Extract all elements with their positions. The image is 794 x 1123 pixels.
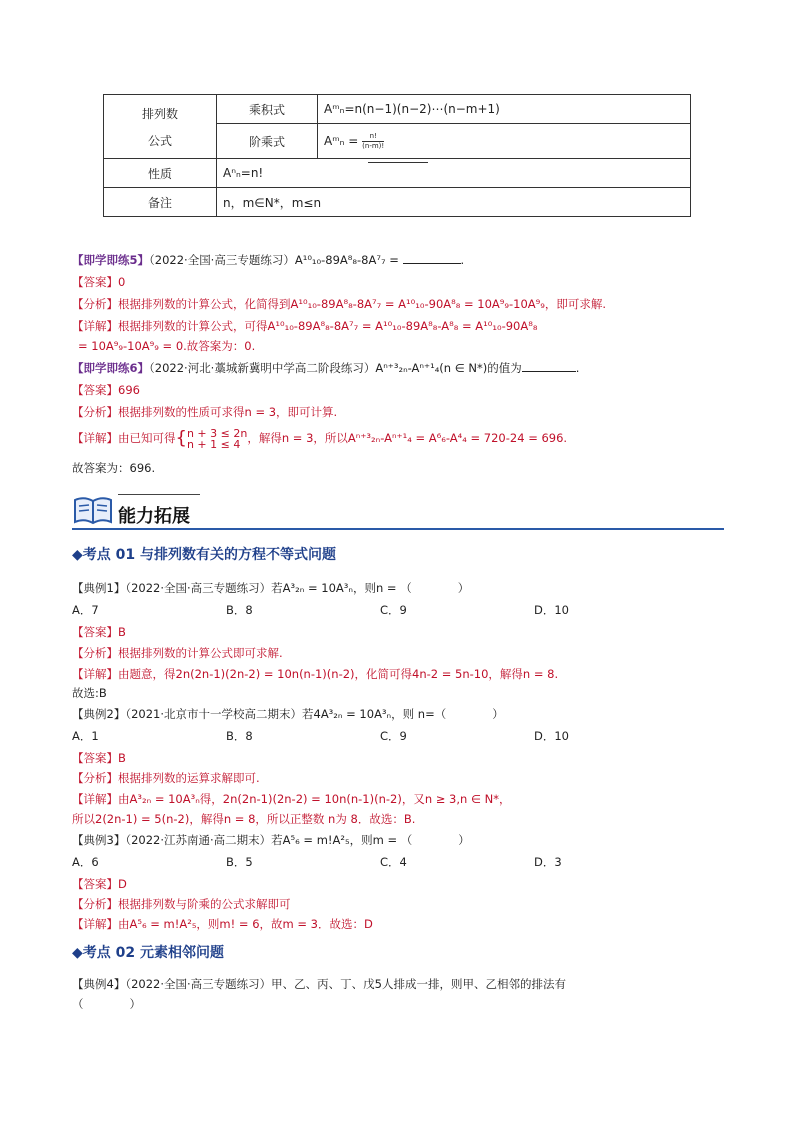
final-answer: 故答案为：696.	[72, 461, 156, 475]
ex6-tag: 【即学即练6】	[72, 361, 150, 375]
topic-01-title: ◆考点 01 与排列数有关的方程不等式问题	[72, 547, 336, 563]
ex5-analysis	[72, 296, 606, 312]
d4-stem	[72, 976, 566, 992]
cell-property: 性质	[104, 159, 217, 188]
cell-factorial-formula	[318, 124, 691, 159]
d2-detail2	[72, 811, 415, 827]
cell-factorial: 阶乘式	[217, 124, 318, 159]
detail-text: = 10A⁹₉-10A⁹₉ = 0.故答案为：0.	[78, 339, 256, 353]
cell-label: 排列数	[141, 106, 178, 121]
ex5-detail	[72, 318, 537, 334]
ex5-answer	[72, 274, 125, 290]
d3-analysis	[72, 896, 291, 912]
numerator: n!	[362, 132, 384, 142]
answer-value: 0	[118, 275, 126, 289]
analysis-tag: 【分析】	[72, 771, 118, 785]
d3-stem	[72, 832, 470, 848]
analysis-text: 根据排列数的性质可求得n = 3，即可计算.	[118, 405, 338, 419]
ex5-question	[72, 252, 464, 268]
example-tag: 【典例4】	[72, 977, 126, 991]
ex6-analysis	[72, 404, 337, 420]
ex5-detail2	[78, 338, 255, 354]
answer-tag: 【答案】	[72, 275, 118, 289]
option-a: A．6	[72, 855, 99, 869]
detail-text: 所以2(2n-1) = 5(n-2)，解得n = 8，所以正整数 n为 8．故选：B.	[72, 812, 416, 826]
example-stem: （2021·北京市十一学校高二期末）若4A³₂ₙ = 10A³ₙ，则 n=（ ）	[125, 707, 504, 721]
option-b: B．8	[226, 603, 253, 617]
option-c: C．9	[380, 729, 407, 743]
ex5-source: （2022·全国·高三专题练习）	[149, 253, 295, 267]
d1-analysis	[72, 645, 283, 661]
answer-value: B	[118, 751, 126, 765]
inequality-2: n + 1 ≤ 4	[186, 437, 241, 451]
cell-product: 乘积式	[217, 95, 318, 124]
section-title: 能力拓展	[118, 506, 190, 527]
topic-02-title: ◆考点 02 元素相邻问题	[72, 945, 224, 961]
answer-value: D	[118, 877, 127, 891]
detail-text: 由A⁵₆ = m!A²₅，则m! = 6，故m = 3．故选：D	[118, 917, 373, 931]
brace-icon: {	[175, 427, 187, 449]
analysis-text: 根据排列数的运算求解即可.	[118, 771, 260, 785]
example-stem: （2022·全国·高三专题练习）甲、乙、丙、丁、戊5人排成一排，则甲、乙相邻的排法有	[125, 977, 566, 991]
ex6-expr: Aⁿ⁺³₂ₙ-Aⁿ⁺¹₄(n ∈ N*)的值为	[375, 361, 522, 375]
detail-text: 根据排列数的计算公式，可得A¹⁰₁₀-89A⁸₈-8A⁷₇ = A¹⁰₁₀-89A⁸₈-A⁸₈ = A¹⁰₁₀-90A⁸₈	[118, 319, 538, 333]
final-answer: 故选:B	[72, 686, 107, 700]
analysis-text: 根据排列数与阶乘的公式求解即可	[118, 897, 291, 911]
detail-tag: 【详解】	[72, 792, 118, 806]
d3-detail	[72, 916, 373, 932]
d1-stem	[72, 580, 469, 596]
cell-label: 公式	[147, 133, 172, 148]
d1-final	[72, 685, 107, 701]
section-rule	[72, 528, 724, 530]
inequality-1: n + 3 ≤ 2n	[186, 426, 248, 440]
analysis-text: 根据排列数的计算公式，化简得到A¹⁰₁₀-89A⁸₈-8A⁷₇ = A¹⁰₁₀-90A⁸₈ = 10A⁹₉-10A⁹₉，即可求解.	[118, 297, 607, 311]
option-c: C．4	[380, 855, 407, 869]
formula-lhs: Aᵐₙ =	[324, 133, 359, 148]
ex5-end: .	[460, 253, 465, 267]
ex5-tag: 【即学即练5】	[72, 253, 150, 267]
answer-blank	[403, 253, 461, 264]
example-stem: （ ）	[72, 997, 141, 1011]
ex6-detail	[72, 424, 567, 452]
detail-tag: 【详解】	[72, 917, 118, 931]
ex6-final	[72, 460, 155, 476]
cell-note: 备注	[104, 188, 217, 217]
d3-answer	[72, 876, 127, 892]
open-book-icon	[72, 492, 114, 529]
option-d: D．10	[534, 729, 569, 743]
example-tag: 【典例1】	[72, 581, 126, 595]
analysis-tag: 【分析】	[72, 897, 118, 911]
d1-answer	[72, 624, 126, 640]
analysis-text: 根据排列数的计算公式即可求解.	[118, 646, 283, 660]
analysis-tag: 【分析】	[72, 646, 118, 660]
section-top-rule	[118, 494, 200, 495]
d2-detail	[72, 791, 511, 807]
ex6-end: .	[575, 361, 580, 375]
analysis-tag: 【分析】	[72, 297, 118, 311]
definition-table	[103, 94, 691, 217]
detail-tag: 【详解】	[72, 319, 118, 333]
d2-answer	[72, 750, 126, 766]
ex6-question	[72, 360, 579, 376]
example-stem: （2022·江苏南通·高二期末）若A⁵₆ = m!A²₅，则m = （ ）	[125, 833, 470, 847]
answer-tag: 【答案】	[72, 877, 118, 891]
ex6-source: （2022·河北·藁城新冀明中学高二阶段练习）	[149, 361, 376, 375]
option-a: A．7	[72, 603, 99, 617]
option-a: A．1	[72, 729, 99, 743]
example-tag: 【典例3】	[72, 833, 126, 847]
option-c: C．9	[380, 603, 407, 617]
d1-detail	[72, 666, 558, 682]
d4-stem2	[72, 996, 141, 1012]
cell-product-formula: Aᵐₙ=n(n−1)(n−2)⋯(n−m+1)	[318, 95, 691, 124]
ex5-expr: A¹⁰₁₀-89A⁸₈-8A⁷₇ =	[294, 253, 399, 267]
fraction	[362, 132, 384, 151]
denominator: (n-m)!	[362, 141, 385, 150]
detail-tag: 【详解】	[72, 667, 118, 681]
answer-value: 696	[118, 383, 140, 397]
example-stem: （2022·全国·高三专题练习）若A³₂ₙ = 10A³ₙ，则n = （ ）	[125, 581, 470, 595]
option-d: D．3	[534, 855, 562, 869]
detail-text: 由A³₂ₙ = 10A³ₙ得，2n(2n-1)(2n-2) = 10n(n-1)(n-2)，又n ≥ 3,n ∈ N*，	[118, 792, 511, 806]
system-of-inequalities	[187, 428, 247, 450]
detail-text: ，解得n = 3，所以Aⁿ⁺³₂ₙ-Aⁿ⁺¹₄ = A⁶₆-A⁴₄ = 720-24 = 696.	[247, 431, 568, 445]
d2-stem	[72, 706, 504, 722]
option-b: B．8	[226, 729, 253, 743]
answer-tag: 【答案】	[72, 383, 118, 397]
ex6-answer	[72, 382, 140, 398]
option-b: B．5	[226, 855, 253, 869]
answer-value: B	[118, 625, 126, 639]
option-d: D．10	[534, 603, 569, 617]
analysis-tag: 【分析】	[72, 405, 118, 419]
answer-tag: 【答案】	[72, 625, 118, 639]
divider	[368, 162, 428, 163]
detail-tag: 【详解】	[72, 431, 118, 445]
answer-blank	[522, 361, 576, 372]
detail-text: 由题意，得2n(2n-1)(2n-2) = 10n(n-1)(n-2)，化简可得4n-2 = 5n-10，解得n = 8.	[118, 667, 559, 681]
answer-tag: 【答案】	[72, 751, 118, 765]
detail-text: 由已知可得	[118, 431, 176, 445]
example-tag: 【典例2】	[72, 707, 126, 721]
cell-note-text: n，m∈N*，m≤n	[217, 188, 691, 217]
cell-pailieshu	[104, 95, 217, 159]
d2-analysis	[72, 770, 260, 786]
cell-property-formula: Aⁿₙ=n!	[217, 159, 691, 188]
